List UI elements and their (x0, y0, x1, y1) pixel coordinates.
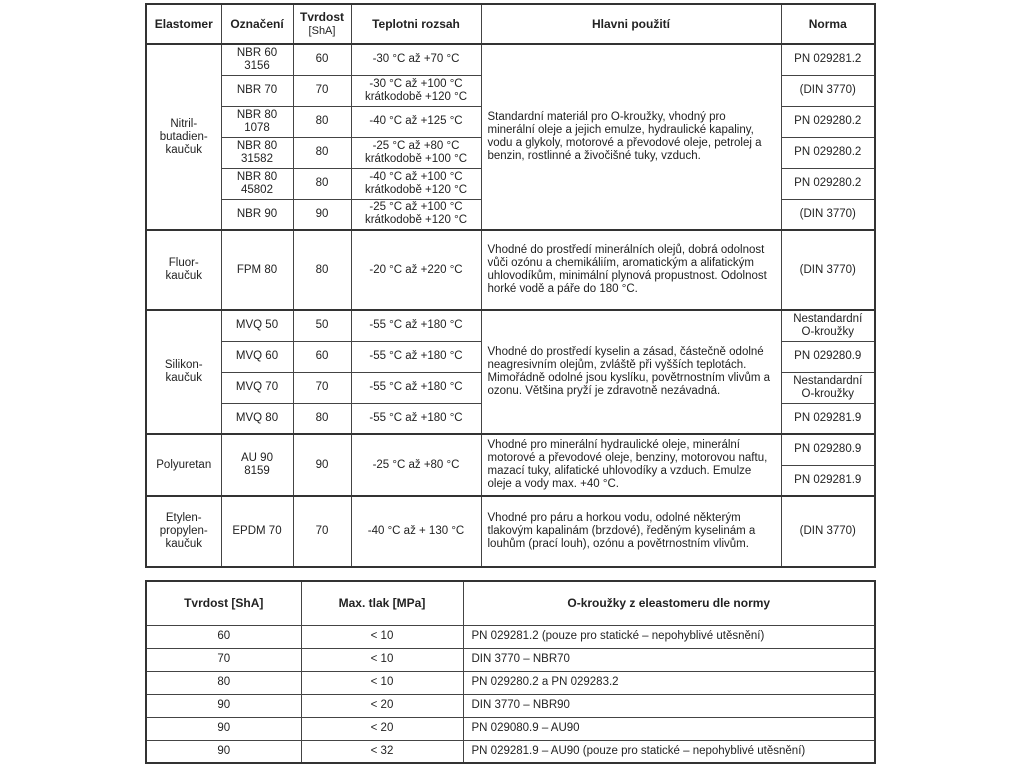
norma-cell: DIN 3770 – NBR70 (463, 648, 875, 671)
norma-cell: PN 029280.2 (781, 137, 875, 168)
elastomer-cell: Fluor- kaučuk (146, 230, 221, 310)
norma-cell: PN 029280.2 a PN 029283.2 (463, 671, 875, 694)
teplota-cell: -55 °C až +180 °C (351, 310, 481, 341)
tvrdost-cell: 70 (293, 75, 351, 106)
teplota-cell: -20 °C až +220 °C (351, 230, 481, 310)
norma-cell: (DIN 3770) (781, 75, 875, 106)
tvrdost-cell: 60 (293, 44, 351, 75)
header-tvrdost (293, 4, 351, 44)
norma-cell: PN 029280.9 (781, 434, 875, 465)
teplota-cell: -25 °C až +80 °C krátkodobě +100 °C (351, 137, 481, 168)
oznaceni-cell: MVQ 70 (221, 372, 293, 403)
tvrdost-cell: 80 (293, 137, 351, 168)
tvrdost-cell: 80 (146, 671, 301, 694)
teplota-cell: -55 °C až +180 °C (351, 403, 481, 434)
teplota-cell: -55 °C až +180 °C (351, 341, 481, 372)
use-cell: Standardní materiál pro O-kroužky, vhodný pro minerální oleje a jejich emulze, hydraulické kapaliny, vodu a glykoly, motorové a převodové oleje, petrolej a benzin, rostlinné a živočišné tuky, vzduch. (481, 44, 781, 230)
table-row (146, 740, 875, 763)
tvrdost-cell: 70 (293, 372, 351, 403)
norma-cell: PN 029281.2 (781, 44, 875, 75)
oznaceni-cell: NBR 80 45802 (221, 168, 293, 199)
tvrdost-cell: 60 (293, 341, 351, 372)
oznaceni-cell: MVQ 60 (221, 341, 293, 372)
oznaceni-cell: NBR 60 3156 (221, 44, 293, 75)
tvrdost-cell: 80 (293, 168, 351, 199)
table-row (146, 717, 875, 740)
use-cell: Vhodné do prostředí minerálních olejů, dobrá odolnost vůči ozónu a chemikáliím, aromatickým a alifatickým uhlovodíkům, minimální plynová propustnost. Odolnost horké vodě a páře do 180 °C. (481, 230, 781, 310)
header-row (146, 581, 875, 625)
elastomer-table (145, 3, 876, 568)
teplota-cell: -40 °C až +125 °C (351, 106, 481, 137)
table-row (146, 694, 875, 717)
tvrdost-cell: 50 (293, 310, 351, 341)
header-oznaceni: Označení (221, 4, 293, 44)
teplota-cell: -55 °C až +180 °C (351, 372, 481, 403)
oznaceni-cell: FPM 80 (221, 230, 293, 310)
teplota-cell: -40 °C až + 130 °C (351, 496, 481, 567)
teplota-cell: -40 °C až +100 °C krátkodobě +120 °C (351, 168, 481, 199)
tvrdost-cell: 80 (293, 230, 351, 310)
norma-cell: (DIN 3770) (781, 496, 875, 567)
max-tlak-cell: < 10 (301, 671, 463, 694)
tvrdost-cell: 90 (146, 694, 301, 717)
teplota-cell: -25 °C až +80 °C (351, 434, 481, 496)
oznaceni-cell: AU 90 8159 (221, 434, 293, 496)
norma-cell: PN 029281.9 (781, 465, 875, 496)
norma-cell: DIN 3770 – NBR90 (463, 694, 875, 717)
max-tlak-cell: < 10 (301, 648, 463, 671)
tvrdost-cell: 90 (146, 717, 301, 740)
norma-cell: PN 029280.2 (781, 106, 875, 137)
header-teplota: Teplotni rozsah (351, 4, 481, 44)
norma-cell: PN 029281.9 (781, 403, 875, 434)
header-norma: O-kroužky z eleastomeru dle normy (463, 581, 875, 625)
table-row (146, 671, 875, 694)
max-tlak-cell: < 10 (301, 625, 463, 648)
oznaceni-cell: NBR 90 (221, 199, 293, 230)
tvrdost-cell: 70 (146, 648, 301, 671)
elastomer-cell: Polyuretan (146, 434, 221, 496)
table-row (146, 648, 875, 671)
tvrdost-cell: 80 (293, 403, 351, 434)
oznaceni-cell: MVQ 80 (221, 403, 293, 434)
elastomer-cell: Silikon- kaučuk (146, 310, 221, 434)
header-pouziti: Hlavni použití (481, 4, 781, 44)
max-tlak-cell: < 20 (301, 694, 463, 717)
norma-cell: PN 029080.9 – AU90 (463, 717, 875, 740)
header-tvrdost: Tvrdost [ShA] (146, 581, 301, 625)
oznaceni-cell: NBR 70 (221, 75, 293, 106)
norma-cell: PN 029281.2 (pouze pro statické – nepohyblivé utěsnění) (463, 625, 875, 648)
norma-cell: PN 029280.9 (781, 341, 875, 372)
oznaceni-cell: NBR 80 1078 (221, 106, 293, 137)
use-cell: Vhodné do prostředí kyselin a zásad, částečně odolné neagresivním olejům, zvláště při vyšších teplotách. Mimořádně odolné jsou kyslíku, povětrnostním vlivům a ozonu. Většina pryží je zdravotně nezávadná. (481, 310, 781, 434)
table-row (146, 230, 875, 310)
table-row (146, 496, 875, 567)
max-tlak-cell: < 20 (301, 717, 463, 740)
header-max-tlak: Max. tlak [MPa] (301, 581, 463, 625)
norma-cell: PN 029280.2 (781, 168, 875, 199)
elastomer-cell: Etylen- propylen- kaučuk (146, 496, 221, 567)
header-norma: Norma (781, 4, 875, 44)
table-row (146, 44, 875, 75)
tvrdost-cell: 60 (146, 625, 301, 648)
tvrdost-cell: 90 (293, 199, 351, 230)
max-tlak-cell: < 32 (301, 740, 463, 763)
header-elastomer: Elastomer (146, 4, 221, 44)
teplota-cell: -30 °C až +70 °C (351, 44, 481, 75)
tvrdost-cell: 90 (293, 434, 351, 496)
teplota-cell: -30 °C až +100 °C krátkodobě +120 °C (351, 75, 481, 106)
tvrdost-cell: 90 (146, 740, 301, 763)
pressure-table (145, 580, 876, 764)
header-tvrdost-label: Tvrdost (299, 9, 344, 24)
header-tvrdost-unit: [ShA] (308, 24, 336, 37)
oznaceni-cell: MVQ 50 (221, 310, 293, 341)
tvrdost-cell: 80 (293, 106, 351, 137)
norma-cell: PN 029281.9 – AU90 (pouze pro statické – nepohyblivé utěsnění) (463, 740, 875, 763)
use-cell: Vhodné pro páru a horkou vodu, odolné některým tlakovým kapalinám (brzdové), ředěným kyselinám a louhům (prací louh), ozónu a povětrnostním vlivům. (481, 496, 781, 567)
table-row (146, 310, 875, 341)
table-row (146, 434, 875, 465)
norma-cell: (DIN 3770) (781, 230, 875, 310)
table-row (146, 625, 875, 648)
elastomer-cell: Nitril- butadien- kaučuk (146, 44, 221, 230)
header-row (146, 4, 875, 44)
norma-cell: Nestandardní O-kroužky (781, 310, 875, 341)
oznaceni-cell: NBR 80 31582 (221, 137, 293, 168)
tvrdost-cell: 70 (293, 496, 351, 567)
teplota-cell: -25 °C až +100 °C krátkodobě +120 °C (351, 199, 481, 230)
norma-cell: Nestandardní O-kroužky (781, 372, 875, 403)
use-cell: Vhodné pro minerální hydraulické oleje, minerální motorové a převodové oleje, benziny, motorovou naftu, mazací tuky, alifatické uhlovodíky a vzduch. Emulze oleje a vody max. +40 °C. (481, 434, 781, 496)
norma-cell: (DIN 3770) (781, 199, 875, 230)
oznaceni-cell: EPDM 70 (221, 496, 293, 567)
